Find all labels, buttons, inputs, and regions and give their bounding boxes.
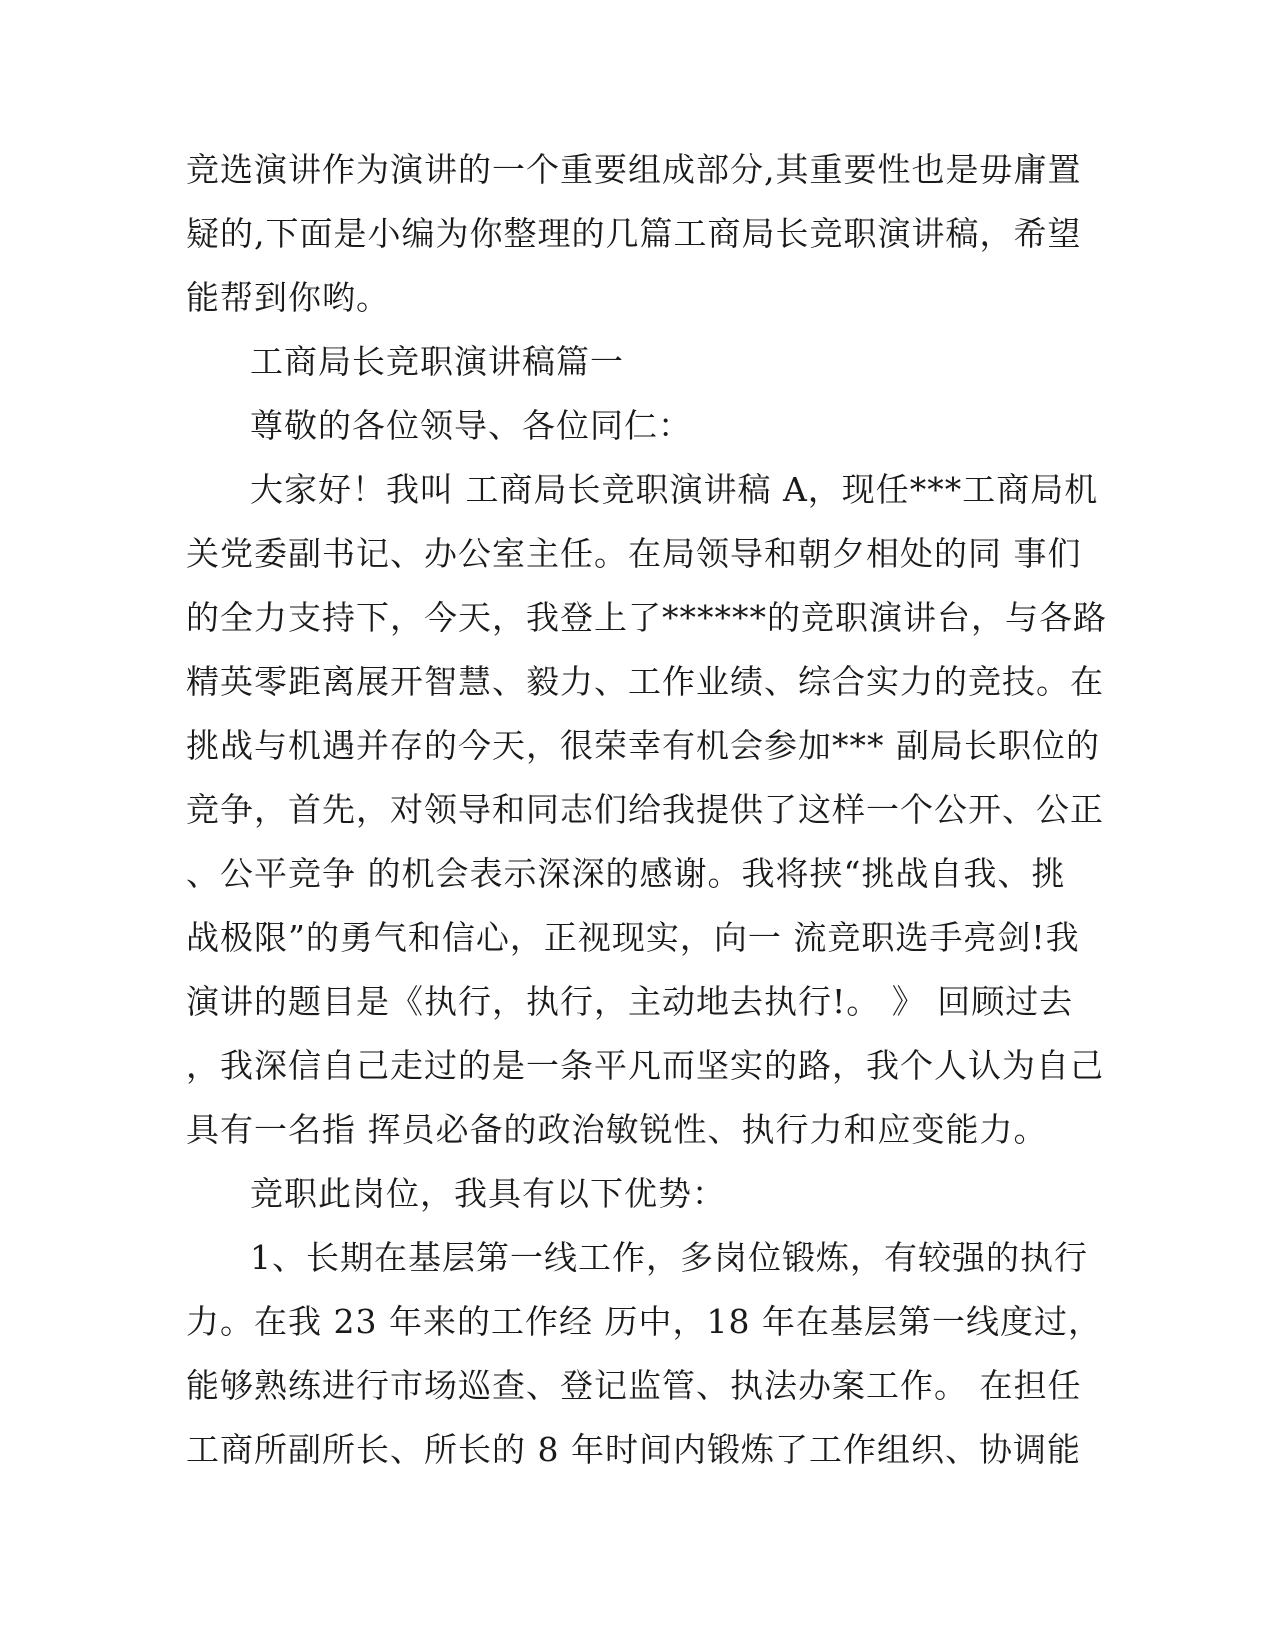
section-heading: 工商局长竞职演讲稿篇一	[250, 342, 624, 381]
text-line: 具有一名指 挥员必备的政治敏锐性、执行力和应变能力。	[186, 1110, 1048, 1149]
text-line: 能够熟练进行市场巡查、登记监管、执法办案工作。 在担任	[186, 1366, 1082, 1405]
text-line: 工商所副所长、所长的 8 年时间内锻炼了工作组织、协调能	[186, 1430, 1081, 1469]
text-line: 的全力支持下，今天，我登上了******的竞职演讲台，与各路	[186, 598, 1107, 637]
text-line: 竞职此岗位，我具有以下优势：	[250, 1174, 726, 1213]
text-line: 关党委副书记、办公室主任。在局领导和朝夕相处的同 事们	[186, 534, 1082, 573]
salutation: 尊敬的各位领导、各位同仁：	[250, 406, 692, 445]
text-line: 精英零距离展开智慧、毅力、工作业绩、综合实力的竞技。在	[186, 662, 1104, 701]
text-line: 1、长期在基层第一线工作，多岗位锻炼，有较强的执行	[250, 1238, 1088, 1277]
text-line: 疑的,下面是小编为你整理的几篇工商局长竞职演讲稿，希望	[186, 214, 1082, 253]
text-line: 能帮到你哟。	[186, 278, 390, 317]
text-line: 力。在我 23 年来的工作经 历中，18 年在基层第一线度过，	[186, 1302, 1102, 1341]
text-line: 挑战与机遇并存的今天，很荣幸有机会参加*** 副局长职位的	[186, 726, 1100, 765]
text-line: 大家好！我叫 工商局长竞职演讲稿 A，现任***工商局机	[250, 470, 1099, 509]
text-line: 竞选演讲作为演讲的一个重要组成部分,其重要性也是毋庸置	[186, 150, 1082, 189]
text-line: ，我深信自己走过的是一条平凡而坚实的路，我个人认为自己	[186, 1046, 1104, 1085]
text-line: 竞争，首先，对领导和同志们给我提供了这样一个公开、公正	[186, 790, 1104, 829]
text-line: 战极限”的勇气和信心，正视现实，向一 流竞职选手亮剑!我	[186, 918, 1080, 957]
document-body	[186, 138, 1107, 1482]
text-line: 、公平竞争 的机会表示深深的感谢。我将挟“挑战自我、挑	[186, 854, 1066, 893]
text-line: 演讲的题目是《执行，执行，主动地去执行!。 》 回顾过去	[186, 982, 1074, 1021]
